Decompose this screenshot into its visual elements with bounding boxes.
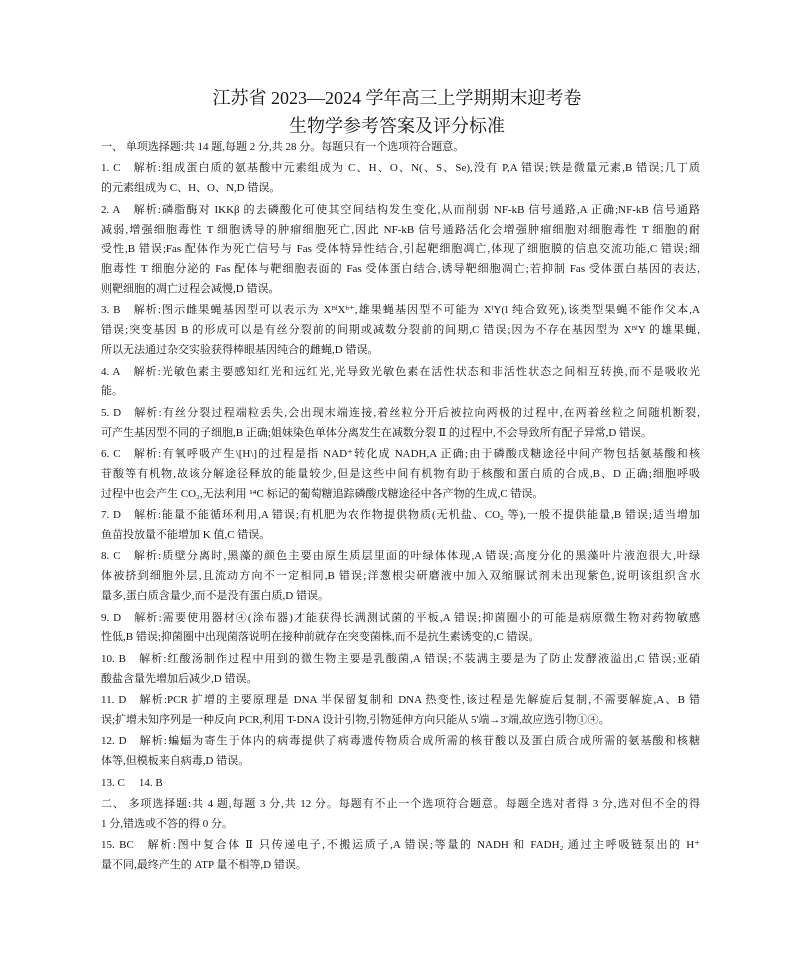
analysis-line [101, 506, 700, 526]
analysis-text: 解析:有丝分裂过程端粒丢失,会出现末端连接,着丝粒分开后被拉向两极的过程中,在两着丝粒之间随机断裂, [133, 406, 700, 419]
answer-item [101, 547, 700, 606]
analysis-line: 错误;突变基因 B 的形成可以是有丝分裂前的间期或减数分裂前的间期,C 错误;因为不存在基因型为 XᴮˡY 的雄果蝇, [101, 324, 700, 337]
analysis-line: 鱼苗投放量不能增加 K 值,C 错误。 [101, 528, 271, 541]
answer-item [101, 732, 700, 772]
section-heading-line: 1 分,错选或不答的得 0 分。 [101, 817, 233, 830]
analysis-line: 体被挤到细胞外层,且流动方向不一定相同,B 错误;洋葱根尖研磨液中加入双缩脲试剂未出现紫色,说明该组织含水 [101, 570, 700, 583]
answer-label: 13. C [101, 776, 125, 789]
analysis-line [101, 836, 700, 856]
analysis-text: 解析:磷脂酶对 IKKβ 的去磷酸化可使其空间结构发生变化,从而削弱 NF-kB 信号通路,A 正确;NF-kB 信号通路 [132, 203, 701, 216]
analysis-text: 解析:图中复合体 Ⅱ 只传递电子,不搬运质子,A 错误;等量的 NADH 和 FADH₂ 通过主呼吸链泵出的 H⁺ [145, 839, 700, 852]
short-answer-line [101, 774, 700, 794]
answer-label: 2. A [101, 203, 121, 216]
analysis-line: 可产生基因型不同的子细胞,B 正确;姐妹染色单体分离发生在减数分裂 Ⅱ 的过程中,不会导致所有配子异常,D 错误。 [101, 426, 653, 439]
analysis-line [101, 301, 700, 321]
answer-label: 9. D [101, 611, 122, 624]
answer-item [101, 691, 700, 731]
answer-item [101, 404, 700, 444]
answer-label: 6. C [101, 448, 121, 461]
analysis-line: 减弱,增强细胞毒性 T 细胞诱导的肿瘤细胞死亡,因此 NF-kB 信号通路活化会增强肿瘤细胞对细胞毒性 T 细胞的耐 [101, 223, 700, 236]
answer-label: 7. D [101, 509, 121, 522]
analysis-line [101, 650, 700, 670]
analysis-line: 性低,B 错误;抑菌圈中出现菌落说明在接种前就存在突变菌株,而不是抗生素诱变的,C 错误。 [101, 631, 540, 644]
section-heading [101, 795, 700, 835]
analysis-text: 解析:红酸汤制作过程中用到的微生物主要是乳酸菌,A 错误;不装满主要是为了防止发酵液溢出,C 错误;亚硝 [137, 652, 700, 665]
analysis-line [101, 363, 700, 383]
short-answers [101, 774, 700, 794]
answer-label: 10. B [101, 652, 126, 665]
analysis-line: 的元素组成为 C、H、O、N,D 错误。 [101, 182, 281, 195]
analysis-line [101, 691, 700, 711]
analysis-line: 酸盐含量先增加后减少,D 错误。 [101, 672, 258, 685]
answer-label: 5. D [101, 406, 122, 419]
document-title: 江苏省 2023—2024 学年高三上学期期末迎考卷 [212, 88, 582, 108]
analysis-line: 则靶细胞的凋亡过程会减慢,D 错误。 [101, 282, 280, 295]
answer-item [101, 363, 700, 403]
answer-label: 11. D [101, 694, 127, 707]
analysis-line: 体等,但模板来自病毒,D 错误。 [101, 755, 250, 768]
analysis-text: 解析:蝙蝠为寄生于体内的病毒提供了病毒遗传物质合成所需的核苷酸以及蛋白质合成所需的氨基酸和核糖 [138, 735, 700, 748]
analysis-line: 受性,B 错误;Fas 配体作为死亡信号与 Fas 受体特异性结合,引起靶细胞凋亡,体现了细胞膜的信息交流功能,C 错误;细 [101, 243, 700, 256]
analysis-text: 解析:质壁分离时,黑藻的颜色主要由原生质层里面的叶绿体体现,A 错误;高度分化的黑藻叶片液泡很大,叶绿 [132, 550, 700, 563]
answer-label: 8. C [101, 550, 121, 563]
answer-item [101, 445, 700, 504]
analysis-text: 解析:PCR 扩增的主要原理是 DNA 半保留复制和 DNA 热变性,该过程是先解旋后复制,不需要解旋,A、B 错 [138, 694, 701, 707]
analysis-text: 解析:图示雌果蝇基因型可以表示为 XᴮˡXᵇ⁺,雄果蝇基因型不可能为 XˡY(l 纯合致死),该类型果蝇不能作父本,A [132, 304, 700, 317]
analysis-line [101, 547, 700, 567]
analysis-line: 能。 [101, 385, 123, 398]
analysis-line: 过程中也会产生 CO₂,无法利用 ¹⁴C 标记的葡萄糖追踪磷酸戊糖途径中各产物的生成,C 错误。 [101, 487, 544, 500]
analysis-text: 解析:能量不能循环利用,A 错误;有机肥为农作物提供物质(无机盐、CO₂ 等),一般不提供能量,B 错误;适当增加 [132, 509, 700, 522]
analysis-line [101, 732, 700, 752]
answer-label: 15. BC [101, 839, 134, 852]
answer-item [101, 159, 700, 199]
answer-label: 12. D [101, 735, 127, 748]
document-header [0, 84, 794, 140]
answer-item [101, 301, 700, 360]
answer-label: 1. C [101, 162, 121, 175]
answer-label: 14. B [138, 776, 163, 789]
answer-item [101, 201, 700, 300]
analysis-line [101, 609, 700, 629]
analysis-line: 量多,蛋白质含量少,而不是没有蛋白质,D 错误。 [101, 590, 329, 603]
answer-label: 4. A [101, 365, 121, 378]
analysis-text: 解析:光敏色素主要感知红光和远红光,光导致光敏色素在活性状态和非活性状态之间相互转换,而不是吸收光 [132, 365, 700, 378]
analysis-line: 量不同,最终产生的 ATP 量不相等,D 错误。 [101, 859, 307, 872]
analysis-line: 所以无法通过杂交实验获得棒眼基因纯合的雌蝇,D 错误。 [101, 344, 379, 357]
answer-body [101, 138, 700, 876]
section-heading-line: 二、 多项选择题:共 4 题,每题 3 分,共 12 分。每题有不止一个选项符合题意。每题全选对者得 3 分,选对但不全的得 [101, 798, 700, 811]
analysis-line [101, 201, 700, 221]
analysis-line [101, 159, 700, 179]
answer-item [101, 836, 700, 876]
answer-item [101, 650, 700, 690]
section-heading: 一、 单项选择题:共 14 题,每题 2 分,共 28 分。每题只有一个选项符合题意。 [101, 141, 465, 153]
analysis-line [101, 445, 700, 465]
analysis-text: 解析:组成蛋白质的氨基酸中元素组成为 C、H、O、N(、S、Se),没有 P,A 错误;铁是微量元素,B 错误;几丁质 [132, 162, 700, 175]
analysis-line [101, 404, 700, 424]
analysis-line: 胞毒性 T 细胞分泌的 Fas 配体与靶细胞表面的 Fas 受体蛋白结合,诱导靶细胞凋亡;若抑制 Fas 受体蛋白基因的表达, [101, 263, 700, 276]
answer-item [101, 609, 700, 649]
analysis-line: 误;扩增未知序列是一种反向 PCR,利用 T-DNA 设计引物,引物延伸方向只能从 5'端→3'端,故应选引物①④。 [101, 713, 610, 726]
answer-item [101, 506, 700, 546]
document-subtitle: 生物学参考答案及评分标准 [289, 116, 505, 136]
analysis-line: 苷酸等有机物,故该分解途径释放的能量较少,但是这些中间有机物有助于核酸和蛋白质的合成,B、D 正确;细胞呼吸 [101, 467, 700, 480]
analysis-text: 解析:需要使用器材④(涂布器)才能获得长满测试菌的平板,A 错误;抑菌圈小的可能是病原微生物对药物敏感 [133, 611, 700, 624]
answer-label: 3. B [101, 304, 121, 317]
analysis-text: 解析:有氧呼吸产生\[H\]的过程是指 NAD⁺转化成 NADH,A 正确;由于磷酸戊糖途径中间产物包括氨基酸和核 [132, 448, 700, 461]
